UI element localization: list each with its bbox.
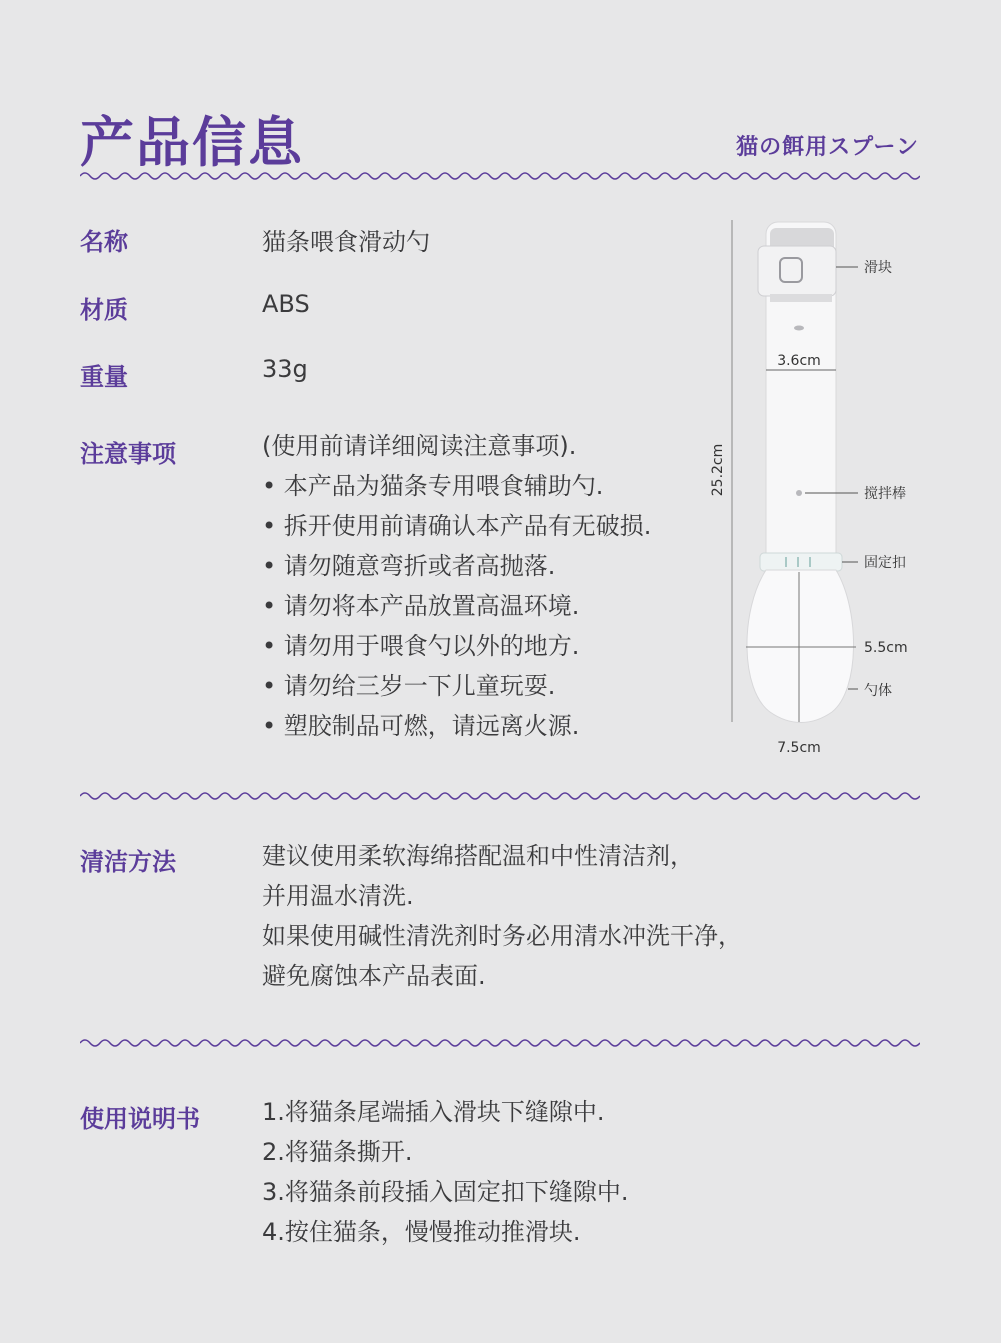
spoon-diagram bbox=[700, 210, 940, 770]
spoon-width-label: 7.5cm bbox=[777, 740, 821, 756]
width-top-label: 3.6cm bbox=[777, 353, 821, 369]
page-title: 产品信息 bbox=[80, 111, 304, 174]
weight-value: 33g bbox=[262, 355, 308, 383]
slider-label: 滑块 bbox=[864, 260, 892, 276]
name-label: 名称 bbox=[80, 228, 128, 256]
notes-line: • 塑胶制品可燃，请远离火源. bbox=[262, 712, 580, 740]
instructions-line: 3.将猫条前段插入固定扣下缝隙中. bbox=[262, 1178, 629, 1206]
spoon-length-label: 5.5cm bbox=[864, 640, 908, 656]
cleaning-line: 建议使用柔软海绵搭配温和中性清洁剂， bbox=[262, 842, 694, 870]
wave-divider bbox=[80, 1037, 920, 1049]
instructions-line: 4.按住猫条，慢慢推动推滑块. bbox=[262, 1218, 581, 1246]
cleaning-line: 并用温水清洗. bbox=[262, 882, 414, 910]
clip-label: 固定扣 bbox=[864, 555, 906, 571]
stir-rod-dot bbox=[796, 490, 802, 496]
instructions-line: 1.将猫条尾端插入滑块下缝隙中. bbox=[262, 1098, 605, 1126]
instructions-label: 使用说明书 bbox=[80, 1105, 200, 1133]
slider-block bbox=[758, 246, 836, 296]
spoon-body-label: 勺体 bbox=[864, 683, 892, 699]
notes-line: (使用前请详细阅读注意事项). bbox=[262, 432, 577, 460]
slider-grip bbox=[770, 294, 832, 302]
notes-line: • 本产品为猫条专用喂食辅助勺. bbox=[262, 472, 604, 500]
material-value: ABS bbox=[262, 290, 310, 318]
page-subtitle: 猫の餌用スプーン bbox=[736, 135, 919, 160]
spoon-bowl bbox=[747, 570, 854, 723]
cleaning-label: 清洁方法 bbox=[80, 848, 176, 876]
length-label: 25.2cm bbox=[710, 443, 726, 497]
notes-line: • 请勿用于喂食勺以外的地方. bbox=[262, 632, 580, 660]
material-label: 材质 bbox=[80, 296, 128, 324]
wave-divider bbox=[80, 170, 920, 182]
weight-label: 重量 bbox=[80, 363, 128, 391]
cleaning-list bbox=[262, 836, 742, 996]
notes-line: • 请勿随意弯折或者高抛落. bbox=[262, 552, 556, 580]
notes-line: • 请勿将本产品放置高温环境. bbox=[262, 592, 580, 620]
notes-label: 注意事项 bbox=[80, 440, 176, 468]
instructions-list bbox=[262, 1092, 629, 1252]
notes-line: • 拆开使用前请确认本产品有无破损. bbox=[262, 512, 652, 540]
stir-rod-label: 搅拌棒 bbox=[864, 486, 906, 502]
instructions-line: 2.将猫条撕开. bbox=[262, 1138, 413, 1166]
notes-list bbox=[262, 426, 651, 746]
handle-dot bbox=[794, 326, 804, 331]
clip bbox=[760, 553, 842, 571]
notes-line: • 请勿给三岁一下儿童玩耍. bbox=[262, 672, 556, 700]
wave-divider bbox=[80, 790, 920, 802]
cleaning-line: 如果使用碱性清洗剂时务必用清水冲洗干净， bbox=[262, 922, 742, 950]
name-value: 猫条喂食滑动勺 bbox=[262, 228, 430, 256]
cleaning-line: 避免腐蚀本产品表面. bbox=[262, 962, 486, 990]
